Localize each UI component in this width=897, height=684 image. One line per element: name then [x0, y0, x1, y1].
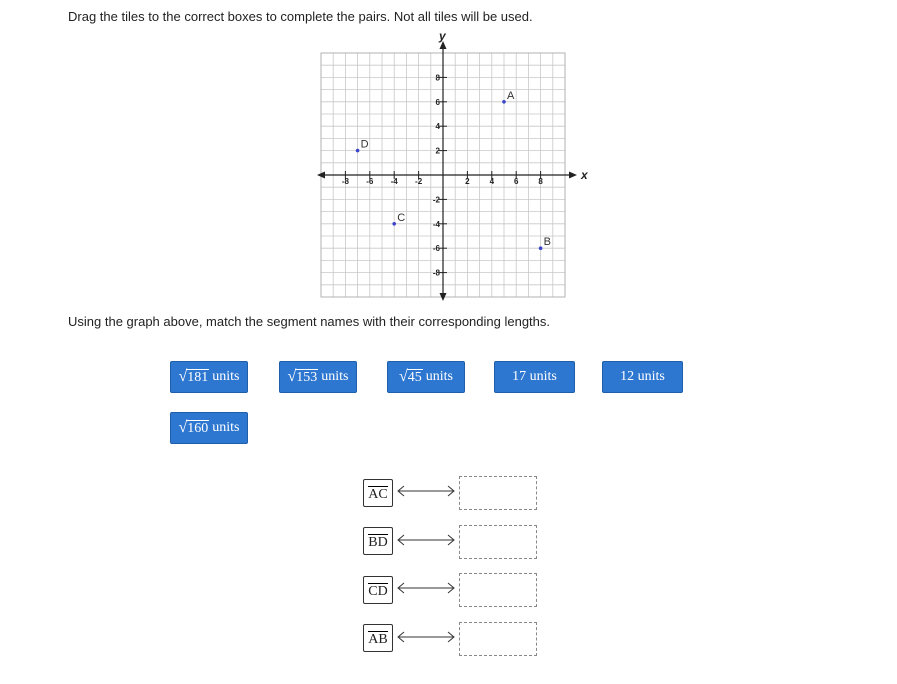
x-tick-label: -8: [341, 177, 349, 186]
point-label-d: D: [360, 138, 369, 151]
segment-label-ac: AC: [363, 479, 393, 507]
double-arrow-icon: [396, 485, 456, 497]
tile-label: 17 units: [512, 369, 557, 384]
double-arrow-icon: [396, 631, 456, 643]
tile-unit: units: [321, 369, 349, 384]
drop-box-cd[interactable]: [459, 573, 537, 607]
drop-box-bd[interactable]: [459, 525, 537, 559]
radical: [287, 369, 318, 385]
radical-symbol: √: [398, 368, 408, 385]
tile-sqrt-45-units[interactable]: [387, 361, 465, 393]
x-tick-label: 4: [489, 177, 495, 186]
x-tick-label: -4: [390, 177, 398, 186]
x-tick-label: -2: [415, 177, 423, 186]
point-a: [502, 100, 506, 104]
radical: [399, 369, 423, 385]
tile-sqrt-160-units[interactable]: [170, 412, 248, 444]
drop-box-ab[interactable]: [459, 622, 537, 656]
tile-label: 12 units: [620, 369, 665, 384]
y-axis-label: y: [439, 29, 446, 43]
segment-label-cd: CD: [363, 576, 393, 604]
radical: [178, 420, 209, 436]
radicand: 181: [187, 370, 209, 385]
x-axis-arrow-icon: [569, 172, 577, 179]
tile-sqrt-181-units[interactable]: [170, 361, 248, 393]
point-label-c: C: [397, 211, 406, 224]
tile-unit: units: [212, 369, 240, 384]
x-tick-label: 6: [513, 177, 519, 186]
point-label-a: A: [507, 89, 515, 102]
point-d: [356, 149, 360, 153]
drop-box-ac[interactable]: [459, 476, 537, 510]
segment-label-bd: BD: [363, 527, 393, 555]
coordinate-graph: [316, 29, 588, 306]
radicand: 160: [187, 421, 209, 436]
x-tick-label: 2: [465, 177, 470, 186]
x-axis-label: x: [581, 168, 588, 182]
radical: [178, 369, 209, 385]
subtitle: Using the graph above, match the segment names with their corresponding lengths.: [68, 314, 550, 329]
radical-symbol: √: [178, 368, 188, 385]
tile-unit: units: [425, 369, 453, 384]
radical-symbol: √: [287, 368, 297, 385]
point-b: [539, 246, 543, 250]
y-tick-label: 8: [435, 73, 440, 83]
y-tick-label: 4: [435, 122, 440, 132]
x-tick-label: -6: [366, 177, 374, 186]
tile-unit: units: [212, 420, 240, 435]
x-tick-label: 8: [538, 177, 543, 186]
y-tick-label: 2: [435, 146, 440, 156]
radicand: 153: [296, 370, 318, 385]
instructions: Drag the tiles to the correct boxes to complete the pairs. Not all tiles will be used.: [68, 9, 533, 24]
y-tick-label: -8: [432, 268, 440, 278]
point-label-b: B: [543, 236, 551, 249]
tile-17-units[interactable]: [494, 361, 575, 393]
tile-sqrt-153-units[interactable]: [279, 361, 357, 393]
y-tick-label: -4: [432, 219, 440, 229]
y-tick-label: 6: [435, 97, 440, 107]
segment-label-ab: AB: [363, 624, 393, 652]
y-tick-label: -2: [432, 195, 440, 205]
y-tick-label: -6: [432, 244, 440, 254]
radicand: 45: [407, 370, 422, 385]
tile-12-units[interactable]: [602, 361, 683, 393]
radical-symbol: √: [178, 419, 188, 436]
double-arrow-icon: [396, 582, 456, 594]
double-arrow-icon: [396, 534, 456, 546]
point-c: [392, 222, 396, 226]
